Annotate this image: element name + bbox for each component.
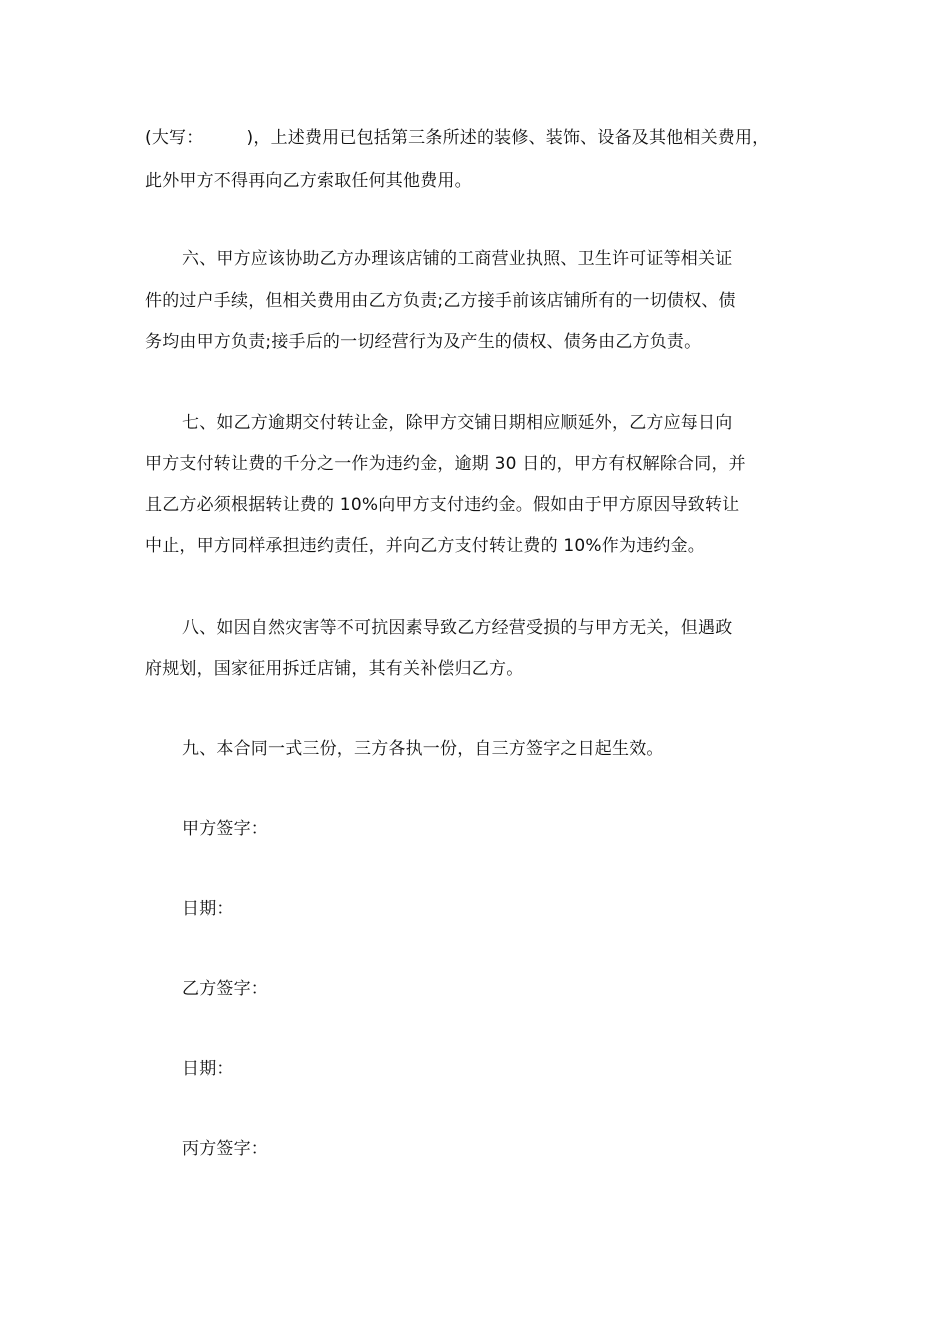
clause-6-line-1: 六、甲方应该协助乙方办理该店铺的工商营业执照、卫生许可证等相关证	[182, 249, 733, 269]
party-c-signature-label: 丙方签字：	[182, 1139, 268, 1159]
party-a-signature-label: 甲方签字：	[182, 819, 268, 839]
clause-7-line-3: 且乙方必须根据转让费的 10%向甲方支付违约金。假如由于甲方原因导致转让	[145, 495, 740, 515]
payment-clause-line-1: (大写： )，上述费用已包括第三条所述的装修、装饰、设备及其他相关费用，	[145, 128, 770, 148]
clause-6-line-2: 件的过户手续，但相关费用由乙方负责;乙方接手前该店铺所有的一切债权、债	[145, 291, 736, 311]
payment-clause-line-2: 此外甲方不得再向乙方索取任何其他费用。	[145, 171, 472, 191]
clause-7-line-1: 七、如乙方逾期交付转让金，除甲方交铺日期相应顺延外，乙方应每日向	[182, 413, 733, 433]
clause-7-line-2: 甲方支付转让费的千分之一作为违约金，逾期 30 日的，甲方有权解除合同，并	[145, 454, 746, 474]
party-a-date-label: 日期：	[182, 899, 234, 919]
clause-8-line-1: 八、如因自然灾害等不可抗因素导致乙方经营受损的与甲方无关，但遇政	[182, 618, 733, 638]
party-b-date-label: 日期：	[182, 1059, 234, 1079]
party-b-signature-label: 乙方签字：	[182, 979, 268, 999]
clause-7-line-4: 中止，甲方同样承担违约责任，并向乙方支付转让费的 10%作为违约金。	[145, 536, 705, 556]
clause-8-line-2: 府规划，国家征用拆迁店铺，其有关补偿归乙方。	[145, 659, 524, 679]
clause-6-line-3: 务均由甲方负责;接手后的一切经营行为及产生的债权、债务由乙方负责。	[145, 332, 702, 352]
clause-9-line: 九、本合同一式三份，三方各执一份，自三方签字之日起生效。	[182, 739, 664, 759]
